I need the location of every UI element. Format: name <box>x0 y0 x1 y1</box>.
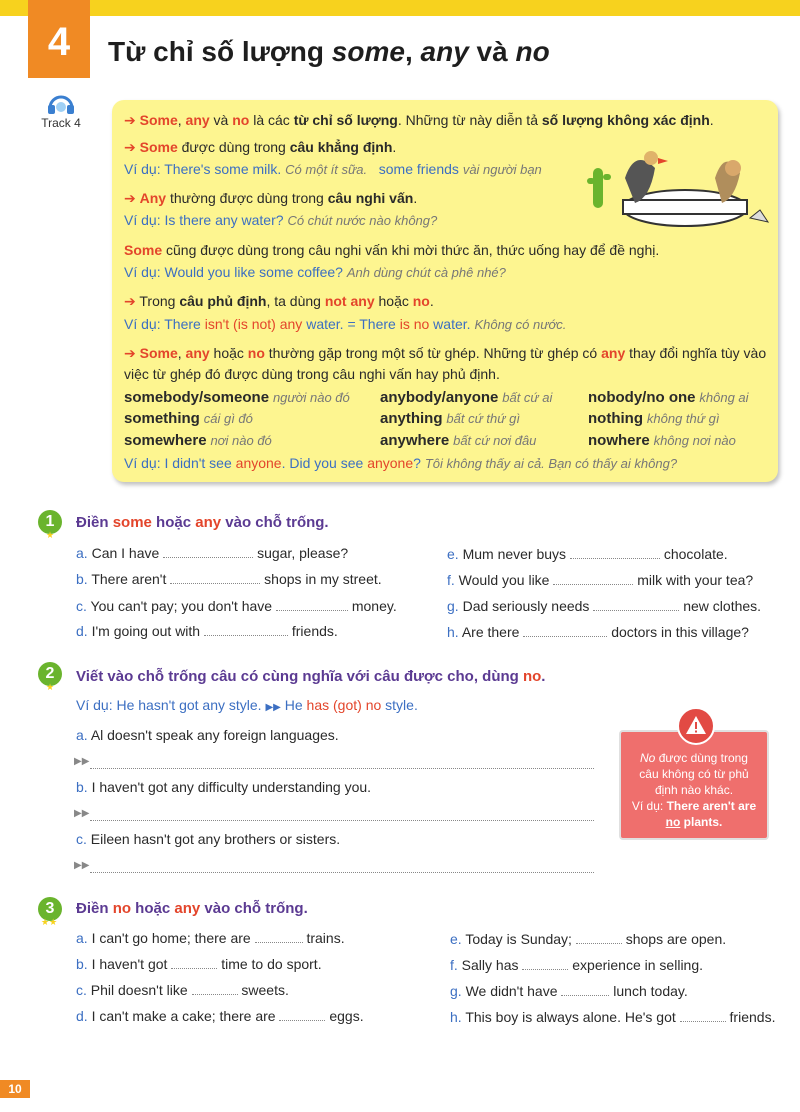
exercise-1-item: c. You can't pay; you don't have money. <box>76 598 397 614</box>
star-icon: ★ <box>46 530 55 540</box>
arrow-icon: ▶▶ <box>74 860 90 871</box>
unit-number-badge <box>28 0 90 78</box>
blank-field[interactable] <box>553 574 633 585</box>
exercise-2-example: Ví dụ: He hasn't got any style. ▶▶ He has (got) no style. <box>76 697 418 713</box>
star-icon: ★ <box>46 682 55 692</box>
exercise-2-item: c. Eileen hasn't got any brothers or sisters. <box>76 831 341 847</box>
blank-field[interactable] <box>255 932 303 943</box>
grammar-line-12: Ví dụ: I didn't see anyone. Did you see anyone? Tôi không thấy ai cả. Bạn có thấy ai không? <box>124 455 678 471</box>
page-number: 10 <box>0 1080 30 1098</box>
blank-field[interactable] <box>171 958 217 969</box>
grammar-line-10: ➔ Some, any hoặc no thường gặp trong một số từ ghép. Những từ ghép có any thay đổi nghĩa tùy vào <box>124 345 767 361</box>
exercise-3-number: 3 <box>38 897 62 921</box>
headphones-icon <box>46 92 76 114</box>
blank-field[interactable] <box>170 573 260 584</box>
grammar-line-1: ➔ Some, any và no là các từ chỉ số lượng. Những từ này diễn tả số lượng không xác định. <box>124 112 714 128</box>
blank-field[interactable] <box>204 625 288 636</box>
grammar-line-6: Some cũng được dùng trong câu nghi vấn khi mời thức ăn, thức uống hay để đề nghị. <box>124 242 660 258</box>
compound-word: somewhere nơi nào đó <box>124 432 272 449</box>
grammar-line-7: Ví dụ: Would you like some coffee? Anh dùng chút cà phê nhé? <box>124 264 506 280</box>
exercise-1-number: 1 <box>38 510 62 534</box>
blank-field[interactable] <box>561 985 609 996</box>
compound-word: anything bất cứ thứ gì <box>380 410 520 427</box>
exercise-3-item: c. Phil doesn't like sweets. <box>76 982 289 998</box>
audio-track[interactable] <box>33 92 89 130</box>
note-box: No được dùng trong câu không có từ phủ định nào khác. Ví dụ: There aren't are no plants. <box>619 730 769 840</box>
answer-line[interactable] <box>90 768 594 769</box>
exercise-1-item: g. Dad seriously needs new clothes. <box>447 598 762 614</box>
top-color-bar <box>0 0 800 16</box>
grammar-line-2: ➔ Some được dùng trong câu khẳng định. <box>124 139 397 155</box>
grammar-line-11: việc từ ghép đó được dùng trong câu nghi vấn hay phủ định. <box>124 366 500 382</box>
exercise-3-item: g. We didn't have lunch today. <box>450 983 688 999</box>
unit-number: 4 <box>47 19 71 64</box>
exercise-3-item: b. I haven't got time to do sport. <box>76 956 322 972</box>
exercise-1-item: b. There aren't shops in my street. <box>76 571 382 587</box>
grammar-line-4: ➔ Any thường được dùng trong câu nghi vấn. <box>124 190 418 206</box>
compound-word: somebody/someone người nào đó <box>124 389 350 406</box>
compound-word: anybody/anyone bất cứ ai <box>380 389 553 406</box>
warning-icon <box>677 707 715 745</box>
exercise-2-item: a. Al doesn't speak any foreign languages. <box>76 727 339 743</box>
exercise-3-item: d. I can't make a cake; there are eggs. <box>76 1008 364 1024</box>
compound-word: nowhere không nơi nào <box>588 432 736 449</box>
page-title: Từ chỉ số lượng some, any và no <box>108 36 550 67</box>
blank-field[interactable] <box>192 984 238 995</box>
exercise-1-item: h. Are there doctors in this village? <box>447 624 749 640</box>
compound-word: nobody/no one không ai <box>588 389 749 406</box>
blank-field[interactable] <box>523 626 607 637</box>
exercise-3-item: a. I can't go home; there are trains. <box>76 930 345 946</box>
exercise-2-number: 2 <box>38 662 62 686</box>
exercise-3-item: h. This boy is always alone. He's got friends. <box>450 1009 776 1025</box>
exercise-1-question: Điền some hoặc any vào chỗ trống. <box>76 514 329 531</box>
blank-field[interactable] <box>522 959 568 970</box>
grammar-line-3: Ví dụ: There's some milk. Có một ít sữa. some friends vài người bạn <box>124 161 542 177</box>
exercise-1-item: f. Would you like milk with your tea? <box>447 572 754 588</box>
blank-field[interactable] <box>576 933 622 944</box>
blank-field[interactable] <box>593 600 679 611</box>
arrow-icon: ▶▶ <box>74 756 90 767</box>
blank-field[interactable] <box>279 1010 325 1021</box>
grammar-line-8: ➔ Trong câu phủ định, ta dùng not any hoặc no. <box>124 293 434 309</box>
cartoon-illustration <box>585 138 770 238</box>
grammar-line-5: Ví dụ: Is there any water? Có chút nước nào không? <box>124 212 438 228</box>
arrow-icon: ▶▶ <box>74 808 90 819</box>
compound-word: anywhere bất cứ nơi đâu <box>380 432 537 449</box>
compound-word: something cái gì đó <box>124 410 253 427</box>
star-icon: ★★ <box>41 917 58 927</box>
grammar-line-9: Ví dụ: There isn't (is not) any water. = There is no water. Không có nước. <box>124 316 567 332</box>
track-label: Track 4 <box>41 116 81 130</box>
exercise-3-question: Điền no hoặc any vào chỗ trống. <box>76 900 308 917</box>
compound-word: nothing không thứ gì <box>588 410 720 427</box>
exercise-3-item: f. Sally has experience in selling. <box>450 957 704 973</box>
answer-line[interactable] <box>90 872 594 873</box>
blank-field[interactable] <box>570 548 660 559</box>
blank-field[interactable] <box>163 547 253 558</box>
exercise-3-item: e. Today is Sunday; shops are open. <box>450 931 727 947</box>
exercise-1-item: e. Mum never buys chocolate. <box>447 546 728 562</box>
blank-field[interactable] <box>680 1011 726 1022</box>
exercise-1-item: d. I'm going out with friends. <box>76 623 338 639</box>
exercise-2-question: Viết vào chỗ trống câu có cùng nghĩa với câu được cho, dùng no. <box>76 668 546 685</box>
blank-field[interactable] <box>276 600 348 611</box>
exercise-2-item: b. I haven't got any difficulty understanding you. <box>76 779 372 795</box>
answer-line[interactable] <box>90 820 594 821</box>
exercise-1-item: a. Can I have sugar, please? <box>76 545 349 561</box>
